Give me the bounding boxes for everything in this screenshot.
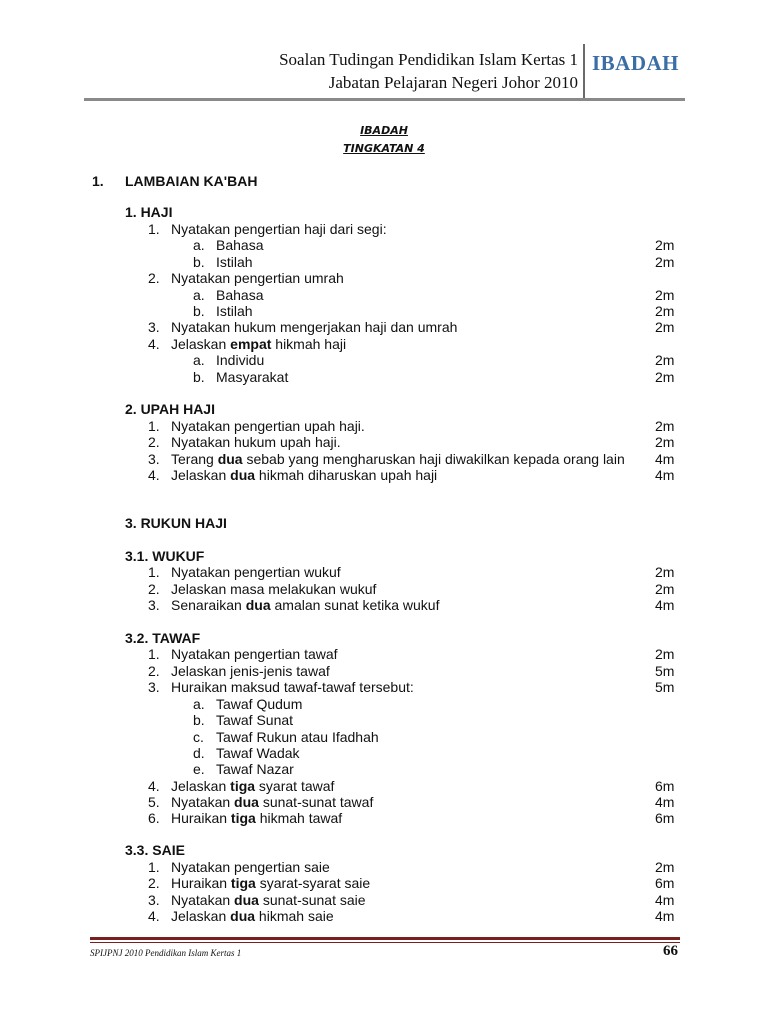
footer-rule-thin	[90, 942, 680, 943]
subquestion-letter: d.	[193, 745, 205, 761]
subquestion-letter: a.	[193, 287, 205, 303]
subquestion-text: Tawaf Rukun atau Ifadhah	[216, 729, 379, 745]
footer-text: SPIJPNJ 2010 Pendidikan Islam Kertas 1	[90, 948, 242, 958]
question-number: 3.	[148, 451, 160, 467]
question-number: 4.	[148, 778, 160, 794]
question-text: Jelaskan dua hikmah diharuskan upah haji	[171, 467, 438, 483]
question-text: Huraikan tiga syarat-syarat saie	[171, 875, 371, 891]
marks: 4m	[655, 467, 675, 483]
marks: 4m	[655, 908, 675, 924]
question-row	[0, 369, 768, 386]
subsection-upah-heading: 2. UPAH HAJI	[125, 401, 215, 417]
question-number: 4.	[148, 336, 160, 352]
question-row	[0, 859, 768, 876]
question-row	[0, 712, 768, 729]
section-title: LAMBAIAN KA'BAH	[125, 173, 258, 189]
question-row	[0, 875, 768, 892]
header-rule	[84, 98, 685, 101]
question-number: 2.	[148, 581, 160, 597]
question-text: Nyatakan pengertian upah haji.	[171, 418, 365, 434]
question-number: 3.	[148, 892, 160, 908]
question-row	[0, 287, 768, 304]
marks: 2m	[655, 581, 675, 597]
subquestion-text: Bahasa	[216, 237, 264, 253]
question-row	[0, 564, 768, 581]
subquestion-text: Bahasa	[216, 287, 264, 303]
marks: 2m	[655, 287, 675, 303]
marks: 5m	[655, 679, 675, 695]
question-row	[0, 352, 768, 369]
subquestion-letter: b.	[193, 712, 205, 728]
marks: 2m	[655, 352, 675, 368]
question-number: 2.	[148, 663, 160, 679]
question-text: Terang dua sebab yang mengharuskan haji diwakilkan kepada orang lain	[171, 451, 625, 467]
question-row	[0, 908, 768, 925]
question-row	[0, 270, 768, 287]
subsection-tawaf-heading: 3.2. TAWAF	[125, 630, 201, 646]
question-number: 3.	[148, 319, 160, 335]
marks: 2m	[655, 859, 675, 875]
question-number: 2.	[148, 434, 160, 450]
marks: 6m	[655, 875, 675, 891]
marks: 4m	[655, 794, 675, 810]
subquestion-text: Istilah	[216, 303, 253, 319]
question-number: 2.	[148, 875, 160, 891]
question-row	[0, 696, 768, 713]
header-divider	[583, 44, 585, 98]
question-text: Nyatakan hukum upah haji.	[171, 434, 341, 450]
subquestion-text: Tawaf Wadak	[216, 745, 300, 761]
question-text: Nyatakan pengertian wukuf	[171, 564, 341, 580]
question-row	[0, 597, 768, 614]
question-row	[0, 434, 768, 451]
subquestion-letter: b.	[193, 303, 205, 319]
marks: 4m	[655, 892, 675, 908]
question-number: 6.	[148, 810, 160, 826]
question-text: Nyatakan pengertian umrah	[171, 270, 344, 286]
question-row	[0, 451, 768, 468]
page-number: 66	[663, 943, 678, 959]
marks: 2m	[655, 646, 675, 662]
question-number: 1.	[148, 418, 160, 434]
question-text: Huraikan tiga hikmah tawaf	[171, 810, 343, 826]
subsection-wukuf-heading: 3.1. WUKUF	[125, 548, 205, 564]
section-number: 1.	[92, 173, 104, 189]
subquestion-letter: e.	[193, 761, 205, 777]
question-row	[0, 663, 768, 680]
subquestion-text: Istilah	[216, 254, 253, 270]
question-text: Jelaskan dua hikmah saie	[171, 908, 334, 924]
question-row	[0, 221, 768, 238]
question-text: Huraikan maksud tawaf-tawaf tersebut:	[171, 679, 414, 695]
subquestion-text: Masyarakat	[216, 369, 289, 385]
subquestion-letter: a.	[193, 696, 205, 712]
subquestion-letter: b.	[193, 254, 205, 270]
question-row	[0, 810, 768, 827]
subquestion-letter: b.	[193, 369, 205, 385]
question-number: 4.	[148, 467, 160, 483]
question-number: 2.	[148, 270, 160, 286]
question-number: 3.	[148, 597, 160, 613]
subsection-rukun-heading: 3. RUKUN HAJI	[125, 515, 227, 531]
marks: 4m	[655, 451, 675, 467]
subquestion-text: Tawaf Qudum	[216, 696, 303, 712]
question-number: 4.	[148, 908, 160, 924]
question-row	[0, 336, 768, 353]
question-text: Jelaskan empat hikmah haji	[171, 336, 347, 352]
subquestion-letter: a.	[193, 237, 205, 253]
header-title-line1: Soalan Tudingan Pendidikan Islam Kertas 1	[279, 50, 578, 69]
question-row	[0, 646, 768, 663]
subquestion-text: Tawaf Sunat	[216, 712, 294, 728]
question-number: 3.	[148, 679, 160, 695]
question-row	[0, 761, 768, 778]
question-row	[0, 729, 768, 746]
question-row	[0, 303, 768, 320]
question-row	[0, 467, 768, 484]
question-row	[0, 418, 768, 435]
question-text: Jelaskan masa melakukan wukuf	[171, 581, 377, 597]
marks: 5m	[655, 663, 675, 679]
question-text: Nyatakan hukum mengerjakan haji dan umrah	[171, 319, 458, 335]
marks: 2m	[655, 319, 675, 335]
question-row	[0, 319, 768, 336]
question-text: Jelaskan jenis-jenis tawaf	[171, 663, 330, 679]
subquestion-letter: a.	[193, 352, 205, 368]
question-number: 1.	[148, 564, 160, 580]
subquestion-text: Tawaf Nazar	[216, 761, 294, 777]
question-text: Nyatakan pengertian haji dari segi:	[171, 221, 387, 237]
subquestion-text: Individu	[216, 352, 265, 368]
marks: 2m	[655, 564, 675, 580]
marks: 2m	[655, 369, 675, 385]
question-text: Senaraikan dua amalan sunat ketika wukuf	[171, 597, 440, 613]
marks: 2m	[655, 237, 675, 253]
page-header	[250, 48, 578, 94]
question-row	[0, 778, 768, 795]
marks: 4m	[655, 597, 675, 613]
question-text: Nyatakan dua sunat-sunat tawaf	[171, 794, 374, 810]
subquestion-letter: c.	[193, 729, 204, 745]
question-number: 5.	[148, 794, 160, 810]
question-text: Nyatakan dua sunat-sunat saie	[171, 892, 366, 908]
question-text: Nyatakan pengertian saie	[171, 859, 330, 875]
question-row	[0, 745, 768, 762]
question-row	[0, 237, 768, 254]
marks: 6m	[655, 810, 675, 826]
question-row	[0, 581, 768, 598]
subsection-haji-heading: 1. HAJI	[125, 204, 173, 220]
question-number: 1.	[148, 221, 160, 237]
subsection-saie-heading: 3.3. SAIE	[125, 842, 185, 858]
header-title-line2: Jabatan Pelajaran Negeri Johor 2010	[328, 73, 578, 92]
marks: 2m	[655, 418, 675, 434]
marks: 6m	[655, 778, 675, 794]
marks: 2m	[655, 254, 675, 270]
question-text: Jelaskan tiga syarat tawaf	[171, 778, 335, 794]
question-text: Nyatakan pengertian tawaf	[171, 646, 338, 662]
marks: 2m	[655, 434, 675, 450]
question-row	[0, 254, 768, 271]
question-row	[0, 679, 768, 696]
question-row	[0, 892, 768, 909]
doc-title: IBADAH	[360, 124, 408, 137]
header-section-tag: IBADAH	[592, 51, 680, 75]
footer-rule	[90, 937, 680, 940]
doc-subtitle: TINGKATAN 4	[343, 142, 425, 155]
question-row	[0, 794, 768, 811]
marks: 2m	[655, 303, 675, 319]
question-number: 1.	[148, 646, 160, 662]
question-number: 1.	[148, 859, 160, 875]
